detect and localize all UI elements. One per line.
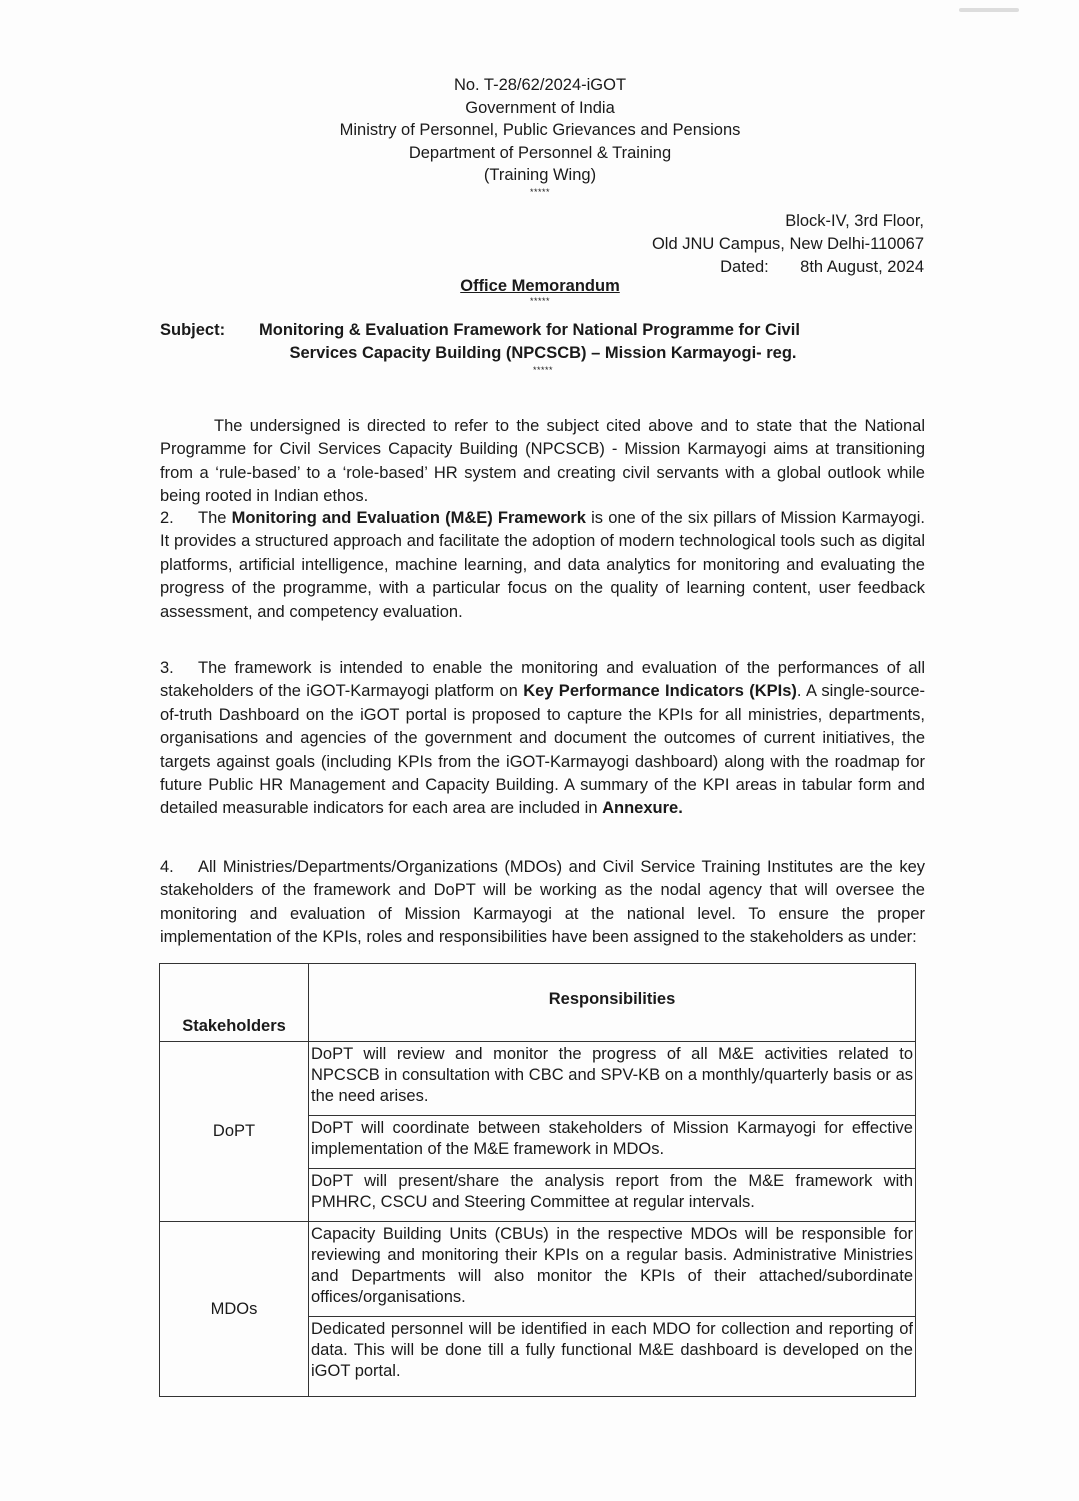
table-header-row [160, 964, 916, 1042]
paragraph-3 [160, 657, 925, 821]
subject-line: Monitoring & Evaluation Framework for National Programme for Civil [259, 321, 800, 339]
subject-line: Services Capacity Building (NPCSCB) – Mission Karmayogi- reg. [289, 344, 797, 362]
address-line: Block-IV, 3rd Floor, [785, 212, 924, 230]
text: is one of the six pillars of Mission Karmayogi. It provides a structured approach and facilitate the adoption of modern technological tools such as digital platforms, artificial intelligence, machine learning, and data analytics for monitoring and evaluating the progress of the programme, with a particular focus on the quality of learning content, user feedback assessment, and competency evaluation. [160, 509, 925, 621]
responsibility-cell: DoPT will review and monitor the progress of all M&E activities related to NPCSCB in consultation with CBC and SPV-KB on a monthly/quarterly basis or as the need arises. [309, 1042, 916, 1116]
stakeholder-cell: DoPT [160, 1042, 309, 1222]
text: . A single-source-of-truth Dashboard on the iGOT portal is proposed to capture the KPIs for all ministries, departments, organisations and agencies of the government and document the outcomes of current initiatives, the targets against goals (including KPIs from the iGOT-Karmayogi dashboard) along with the roadmap for future Public HR Management and Capacity Building. A summary of the KPI areas in tabular form and detailed measurable indicators for each area are included in [160, 682, 926, 818]
letterhead-line: Ministry of Personnel, Public Grievances and Pensions [339, 121, 741, 139]
separator-stars: ***** [529, 296, 550, 306]
separator-stars: ***** [529, 186, 550, 197]
paragraph-number: 2. [160, 509, 174, 527]
column-header: Stakeholders [160, 964, 309, 1042]
responsibility-cell: Capacity Building Units (CBUs) in the respective MDOs will be responsible for reviewing and monitoring their KPIs on a regular basis. Administrative Ministries and Departments will also monitor the KPIs of their attached/subordinate offices/organisations. [309, 1222, 916, 1317]
text: The [198, 509, 232, 527]
bold-text: Annexure. [602, 799, 683, 818]
bold-text: Monitoring and Evaluation (M&E) Framework [231, 509, 586, 527]
letterhead-line: Government of India [465, 98, 615, 117]
paragraph-1: The undersigned is directed to refer to the subject cited above and to state that the National Programme for Civil Services Capacity Building (NPCSCB) - Mission Karmayogi aims at transitioning from a ‘rule-based’ to a ‘role-based’ HR system and creating civil servants with a global outlook while being rooted in Indian ethos. [160, 417, 925, 506]
responsibility-cell: DoPT will present/share the analysis report from the M&E framework with PMHRC, CSCU and Steering Committee at regular intervals. [309, 1169, 916, 1222]
table-row [160, 1042, 916, 1116]
text: All Ministries/Departments/Organizations (MDOs) and Civil Service Training Institutes are the key stakeholders of the framework and DoPT will be working as the nodal agency that will oversee the monitoring and evaluation of Mission Karmayogi at the national level. To ensure the proper implementation of the KPIs, roles and responsibilities have been assigned to the stakeholders as under: [160, 858, 925, 947]
letterhead [150, 74, 930, 197]
table-row [160, 1222, 916, 1317]
responsibilities-table [159, 963, 916, 1397]
paragraph-number: 3. [160, 659, 174, 677]
paragraph-2 [160, 507, 925, 624]
subject-label: Subject: [160, 321, 226, 339]
text: The framework is intended to enable the monitoring and evaluation of the performances of all stakeholders of the iGOT-Karmayogi platform on [160, 659, 925, 701]
scan-artifact [959, 8, 1019, 12]
address-block [652, 210, 924, 279]
subject [160, 319, 926, 375]
dated-label: Dated: [720, 258, 769, 276]
stakeholder-cell: MDOs [160, 1222, 309, 1397]
memo-title: Office Memorandum [460, 277, 620, 295]
letterhead-line: Department of Personnel & Training [408, 143, 672, 162]
paragraph-number: 4. [160, 858, 174, 876]
file-number: No. T-28/62/2024-iGOT [453, 76, 627, 94]
date: 8th August, 2024 [800, 258, 924, 276]
letterhead-line: (Training Wing) [483, 166, 597, 184]
column-header: Responsibilities [309, 964, 916, 1042]
responsibility-cell: Dedicated personnel will be identified in each MDO for collection and reporting of data. This will be done till a fully functional M&E dashboard is developed on the iGOT portal. [309, 1317, 916, 1397]
paragraph-4 [160, 856, 925, 950]
bold-text: Key Performance Indicators (KPIs) [523, 682, 797, 701]
responsibility-cell: DoPT will coordinate between stakeholders of Mission Karmayogi for effective implementation of the M&E framework in MDOs. [309, 1116, 916, 1169]
address-line: Old JNU Campus, New Delhi-110067 [651, 235, 924, 253]
memo-heading [150, 277, 930, 306]
separator-stars: ***** [532, 365, 553, 375]
